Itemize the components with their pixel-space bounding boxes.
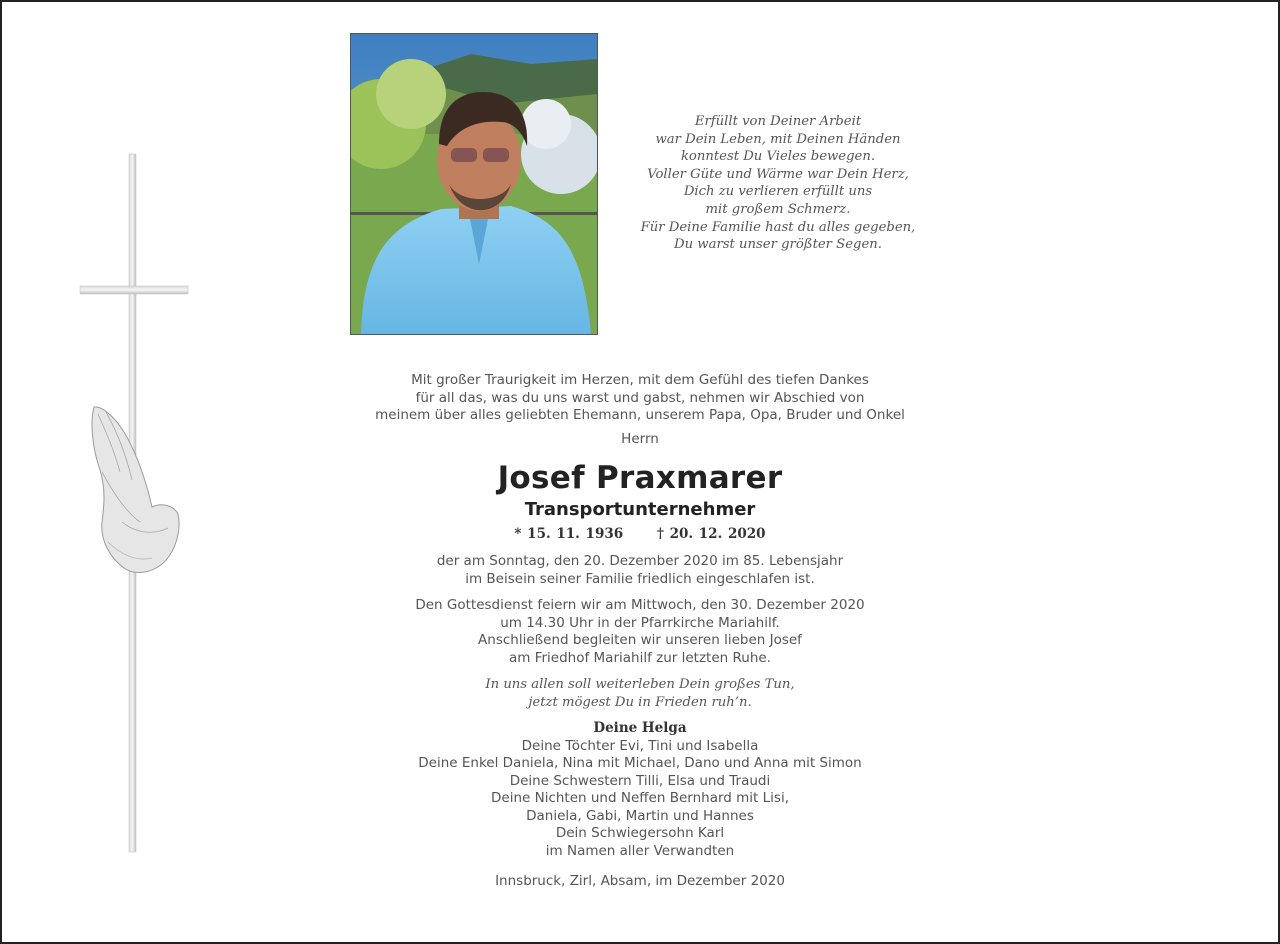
service-line: am Friedhof Mariahilf zur letzten Ruhe. — [509, 649, 771, 666]
family-line: Daniela, Gabi, Martin und Hannes — [526, 807, 754, 824]
family-lead: Deine Helga — [593, 720, 687, 736]
intro-line: Mit großer Traurigkeit im Herzen, mit dem Gefühl des tiefen Dankes — [411, 372, 869, 388]
poem-line: Dich zu verlieren erfüllt uns — [683, 184, 873, 200]
poem-line: Erfüllt von Deiner Arbeit — [694, 114, 862, 129]
family-line: im Namen aller Verwandten — [545, 842, 735, 859]
poem — [602, 113, 954, 254]
salutation: Herrn — [621, 430, 659, 447]
deceased-name: Josef Praxmarer — [497, 460, 783, 496]
portrait-photo — [350, 33, 598, 335]
family-line: Dein Schwiegersohn Karl — [555, 825, 725, 841]
poem-line: Voller Güte und Wärme war Dein Herz, — [647, 166, 909, 182]
poem-line: konntest Du Vieles bewegen. — [680, 149, 876, 165]
birth-date: * 15. 11. 1936 — [514, 526, 624, 542]
family-line: Deine Nichten und Neffen Bernhard mit Lisi, — [491, 790, 789, 806]
service-line: Den Gottesdienst feiern wir am Mittwoch, den 30. Dezember 2020 — [415, 597, 865, 613]
intro-line: meinem über alles geliebten Ehemann, unserem Papa, Opa, Bruder und Onkel — [375, 407, 905, 423]
deceased-profession: Transportunternehmer — [524, 499, 756, 520]
family-line: Deine Schwestern Tilli, Elsa und Traudi — [509, 772, 771, 789]
poem-line: Du warst unser größter Segen. — [674, 237, 882, 253]
poem-line: mit großem Schmerz. — [705, 201, 851, 217]
passing-line: der am Sonntag, den 20. Dezember 2020 im 85. Lebensjahr — [436, 553, 844, 569]
poem-line: Für Deine Familie hast du alles gegeben, — [640, 219, 916, 235]
life-dates — [350, 524, 930, 544]
intro-line: für all das, was du uns warst und gabst, nehmen wir Abschied von — [415, 389, 865, 406]
family-line: Deine Töchter Evi, Tini und Isabella — [521, 737, 759, 754]
farewell-line: jetzt mögest Du in Frieden ruh’n. — [528, 694, 752, 710]
death-date: † 20. 12. 2020 — [656, 526, 766, 542]
poem-line: war Dein Leben, mit Deinen Händen — [655, 131, 901, 147]
farewell-line: In uns allen soll weiterleben Dein großes Tun, — [485, 677, 795, 692]
service-line: Anschließend begleiten wir unseren lieben Josef — [478, 632, 802, 648]
service-line: um 14.30 Uhr in der Pfarrkirche Mariahilf. — [500, 614, 780, 631]
family-line: Deine Enkel Daniela, Nina mit Michael, Dano und Anna mit Simon — [418, 755, 862, 771]
obituary-text — [350, 372, 930, 891]
passing-line: im Beisein seiner Familie friedlich eingeschlafen ist. — [465, 570, 815, 587]
cross-icon — [2, 2, 202, 944]
place-date: Innsbruck, Zirl, Absam, im Dezember 2020 — [495, 873, 785, 889]
